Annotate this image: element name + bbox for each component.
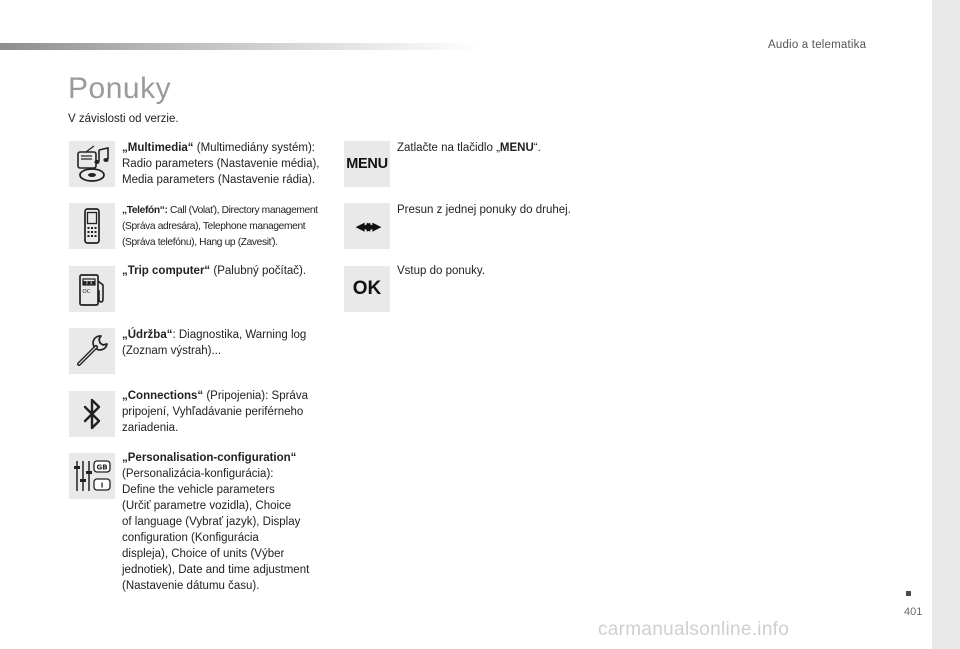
music-note-radio-icon bbox=[72, 144, 112, 184]
settings-sliders-gb-icon bbox=[71, 455, 113, 497]
menu-udrzba-title: „Údržba“ bbox=[122, 329, 173, 341]
fuel-pump-trip-computer-icon bbox=[72, 269, 112, 309]
control-menu-text-pre: Zatlačte na tlačidlo „ bbox=[397, 142, 500, 154]
menu-multimedia-line-3: Media parameters (Nastavenie rádia). bbox=[122, 174, 316, 186]
menu-personalisation-line-8: (Nastavenie dátumu času). bbox=[122, 580, 260, 592]
menu-udrzba-line-2: (Zoznam výstrah)... bbox=[122, 345, 222, 357]
page-sidebar bbox=[932, 0, 960, 649]
menu-personalisation-title: „Personalisation-configuration“ bbox=[122, 452, 297, 464]
menu-udrzba-text bbox=[122, 327, 337, 359]
svg-text:GB: GB bbox=[96, 463, 108, 472]
menu-multimedia-line-2: Radio parameters (Nastavenie média), bbox=[122, 158, 320, 170]
svg-text:■■■: ■■■ bbox=[82, 281, 96, 286]
control-menu-text bbox=[397, 140, 617, 156]
menu-connections-line-2: pripojení, Vyhľadávanie periférneho bbox=[122, 406, 304, 418]
menu-telefon-title: „Telefón“: bbox=[122, 205, 168, 216]
menu-multimedia-text bbox=[122, 140, 337, 188]
menu-personalisation-line-2: Define the vehicle parameters bbox=[122, 484, 275, 496]
intro-text: V závislosti od verzie. bbox=[68, 113, 179, 125]
menu-personalisation-line-5: configuration (Konfigurácia bbox=[122, 532, 259, 544]
menu-button-label: MENU bbox=[346, 156, 388, 172]
menu-trip-computer-title: „Trip computer“ bbox=[122, 265, 211, 277]
menu-telefon-line-3: (Správa telefónu), Hang up (Zavesiť). bbox=[122, 237, 278, 248]
wrench-icon bbox=[72, 331, 112, 371]
header-gradient-bar bbox=[0, 43, 480, 50]
menu-personalisation-text bbox=[122, 450, 337, 594]
svg-text:OC: OC bbox=[82, 289, 91, 295]
ok-button-box bbox=[344, 266, 390, 312]
menu-telefon-text bbox=[122, 203, 342, 251]
page-number: 401 bbox=[904, 606, 923, 618]
menu-connections-line-3: zariadenia. bbox=[122, 422, 179, 434]
arrows-button-box bbox=[344, 203, 390, 249]
menu-connections-text bbox=[122, 388, 337, 436]
menu-trip-computer-line-1: (Palubný počítač). bbox=[210, 265, 307, 277]
section-title: Audio a telematika bbox=[768, 39, 867, 51]
menu-telefon-line-2: (Správa adresára), Telephone management bbox=[122, 221, 306, 232]
menu-connections-title: „Connections“ bbox=[122, 390, 204, 402]
menu-multimedia-line-1: (Multimediány systém): bbox=[193, 142, 315, 154]
menu-personalisation-line-7: jednotiek), Date and time adjustment bbox=[122, 564, 310, 576]
ok-button-label: OK bbox=[352, 278, 382, 299]
menu-trip-computer-text bbox=[122, 263, 337, 279]
menu-button-box bbox=[344, 141, 390, 187]
menu-multimedia-title: „Multimedia“ bbox=[122, 142, 194, 154]
control-ok-text: Vstup do ponuky. bbox=[397, 265, 486, 277]
menu-personalisation-line-6: displeja), Choice of units (Výber bbox=[122, 548, 285, 560]
menu-personalisation-line-4: of language (Vybrať jazyk), Display bbox=[122, 516, 301, 528]
telefon-icon-box bbox=[69, 203, 115, 249]
mobile-phone-icon bbox=[72, 206, 112, 246]
menu-personalisation-line-3: (Určiť parametre vozidla), Choice bbox=[122, 500, 292, 512]
page-marker bbox=[906, 591, 911, 596]
control-menu-text-post: “. bbox=[533, 142, 541, 154]
control-menu-text-bold: MENU bbox=[499, 142, 534, 154]
arrows-left-right-icon: ◀◀ ▶▶ bbox=[356, 220, 378, 233]
svg-text:I: I bbox=[100, 481, 104, 490]
menu-telefon-line-1: Call (Volať), Directory management bbox=[167, 205, 318, 216]
udrzba-icon-box bbox=[69, 328, 115, 374]
bluetooth-icon bbox=[72, 394, 112, 434]
watermark-text: carmanualsonline.info bbox=[598, 619, 790, 640]
personalisation-icon-box bbox=[69, 453, 115, 499]
menu-udrzba-line-1: : Diagnostika, Warning log bbox=[172, 329, 307, 341]
menu-personalisation-line-1: (Personalizácia-konfigurácia): bbox=[122, 468, 274, 480]
menu-connections-line-1: (Pripojenia): Správa bbox=[203, 390, 308, 402]
multimedia-icon-box bbox=[69, 141, 115, 187]
control-arrows-text: Presun z jednej ponuky do druhej. bbox=[397, 204, 571, 216]
connections-icon-box bbox=[69, 391, 115, 437]
trip-computer-icon-box bbox=[69, 266, 115, 312]
page-title: Ponuky bbox=[68, 72, 172, 105]
